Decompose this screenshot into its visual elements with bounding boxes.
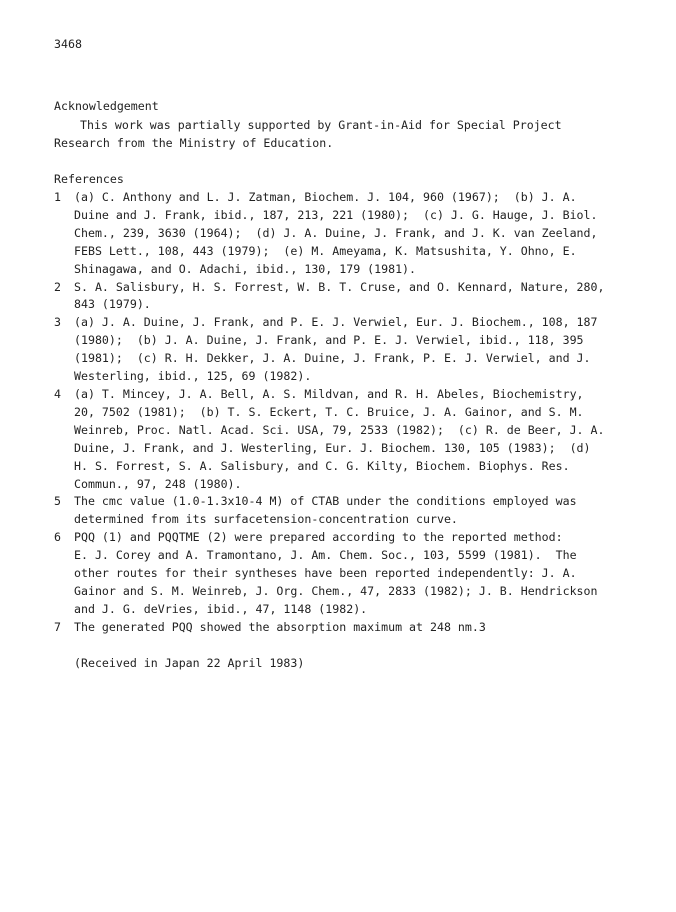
- reference-line: (a) J. A. Duine, J. Frank, and P. E. J. Verwiel, Eur. J. Biochem., 108, 187: [74, 315, 598, 330]
- reference-line: 20, 7502 (1981); (b) T. S. Eckert, T. C. Bruice, J. A. Gainor, and S. M.: [74, 404, 584, 419]
- reference-line: PQQ (1) and PQQTME (2) were prepared according to the reported method:: [74, 530, 563, 545]
- reference-number: 2: [54, 279, 61, 294]
- acknowledgement-line: Research from the Ministry of Education.: [54, 135, 334, 150]
- reference-line: Duine and J. Frank, ibid., 187, 213, 221 (1980); (c) J. G. Hauge, J. Biol.: [74, 207, 598, 222]
- reference-item: [54, 619, 654, 637]
- acknowledgement-body: [54, 117, 644, 153]
- reference-line: E. J. Corey and A. Tramontano, J. Am. Chem. Soc., 103, 5599 (1981). The: [74, 548, 577, 563]
- reference-item: [54, 189, 654, 279]
- reference-item: [54, 279, 654, 315]
- reference-line: Westerling, ibid., 125, 69 (1982).: [74, 369, 312, 384]
- reference-item: [54, 314, 654, 386]
- reference-line: other routes for their syntheses have been reported independently: J. A.: [74, 566, 577, 581]
- reference-number: 1: [54, 190, 61, 204]
- reference-item: [54, 493, 654, 529]
- reference-line: Chem., 239, 3630 (1964); (d) J. A. Duine, J. Frank, and J. K. van Zeeland,: [74, 225, 598, 240]
- reference-number: 5: [54, 494, 61, 509]
- reference-line: determined from its surfacetension-concentration curve.: [74, 512, 458, 527]
- reference-line: Gainor and S. M. Weinreb, J. Org. Chem., 47, 2833 (1982); J. B. Hendrickson: [74, 583, 598, 598]
- references-heading: References: [54, 172, 124, 186]
- reference-number: 6: [54, 530, 61, 545]
- reference-number: 4: [54, 386, 61, 401]
- reference-line: H. S. Forrest, S. A. Salisbury, and C. G. Kilty, Biochem. Biophys. Res.: [74, 458, 570, 473]
- reference-line: 843 (1979).: [74, 297, 151, 312]
- reference-line: Shinagawa, and O. Adachi, ibid., 130, 179 (1981).: [74, 261, 417, 276]
- reference-line: (a) C. Anthony and L. J. Zatman, Biochem. J. 104, 960 (1967); (b) J. A.: [74, 190, 577, 204]
- reference-number: 3: [54, 315, 61, 330]
- reference-item: [54, 386, 654, 493]
- reference-line: S. A. Salisbury, H. S. Forrest, W. B. T. Cruse, and O. Kennard, Nature, 280,: [74, 279, 605, 294]
- reference-number: 7: [54, 619, 61, 634]
- reference-line: The cmc value (1.0-1.3x10-4 M) of CTAB under the conditions employed was: [74, 494, 577, 509]
- acknowledgement-line: This work was partially supported by Grant-in-Aid for Special Project: [80, 118, 562, 132]
- reference-line: Duine, J. Frank, and J. Westerling, Eur. J. Biochem. 130, 105 (1983); (d): [74, 440, 591, 455]
- reference-line: Weinreb, Proc. Natl. Acad. Sci. USA, 79, 2533 (1982); (c) R. de Beer, J. A.: [74, 422, 605, 437]
- references-list: [54, 189, 654, 637]
- reference-line: (a) T. Mincey, J. A. Bell, A. S. Mildvan, and R. H. Abeles, Biochemistry,: [74, 386, 584, 401]
- reference-line: FEBS Lett., 108, 443 (1979); (e) M. Ameyama, K. Matsushita, Y. Ohno, E.: [74, 243, 577, 258]
- reference-line: (1980); (b) J. A. Duine, J. Frank, and P. E. J. Verwiel, ibid., 118, 395: [74, 333, 584, 348]
- received-date: (Received in Japan 22 April 1983): [74, 656, 305, 670]
- reference-line: The generated PQQ showed the absorption maximum at 248 nm.3: [74, 619, 486, 634]
- page-number: 3468: [54, 37, 82, 51]
- reference-line: (1981); (c) R. H. Dekker, J. A. Duine, J. Frank, P. E. J. Verwiel, and J.: [74, 351, 591, 366]
- reference-line: Commun., 97, 248 (1980).: [74, 476, 242, 491]
- reference-item: [54, 529, 654, 619]
- acknowledgement-heading: Acknowledgement: [54, 99, 159, 113]
- reference-line: and J. G. deVries, ibid., 47, 1148 (1982).: [74, 601, 368, 616]
